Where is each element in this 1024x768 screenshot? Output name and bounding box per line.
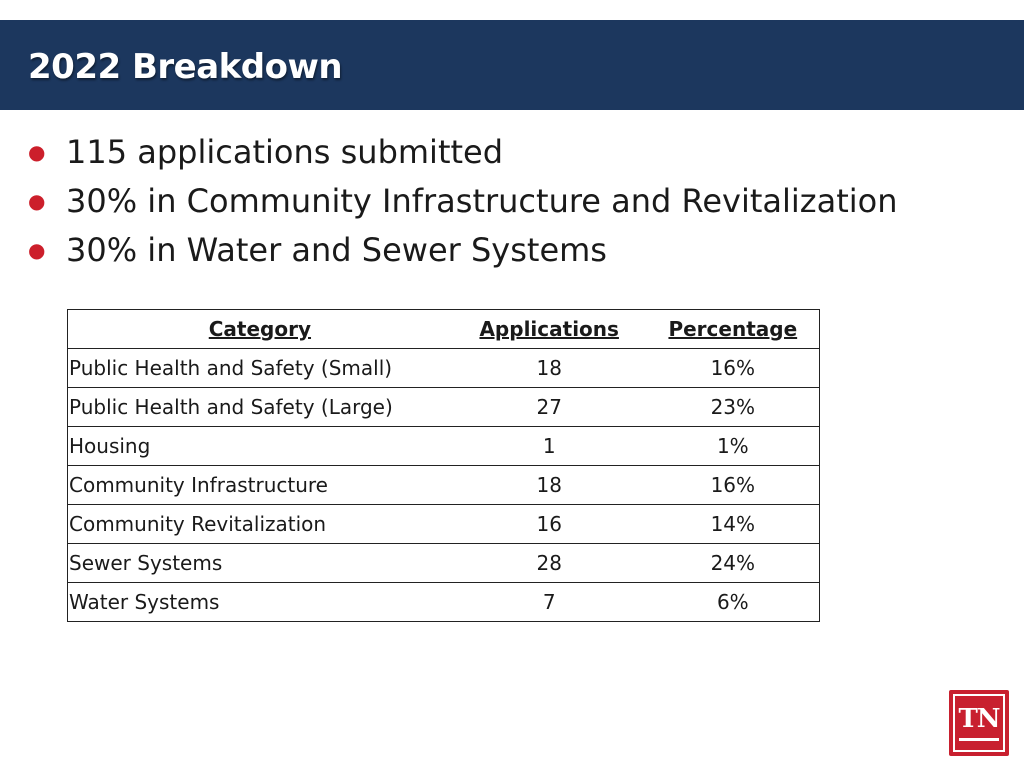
table-row [68,427,820,466]
title-bar [0,20,1024,110]
bullet-dot-icon: ● [28,238,46,262]
tn-logo [949,690,1009,756]
logo-underline [959,738,999,741]
cell-applications: 16 [452,505,647,544]
cell-applications: 1 [452,427,647,466]
header-applications: Applications [452,310,647,349]
bullet-item [28,226,897,275]
cell-percentage: 24% [647,544,820,583]
bullet-dot-icon: ● [28,140,46,164]
table-row [68,349,820,388]
table-row [68,466,820,505]
cell-applications: 18 [452,349,647,388]
table-header-row [68,310,820,349]
cell-applications: 7 [452,583,647,622]
table-row [68,388,820,427]
cell-category: Community Infrastructure [68,466,452,505]
bullet-item [28,177,897,226]
cell-percentage: 14% [647,505,820,544]
cell-percentage: 6% [647,583,820,622]
logo-text: TN [958,704,1000,734]
header-category: Category [68,310,452,349]
slide-title: 2022 Breakdown [28,47,343,87]
cell-category: Public Health and Safety (Small) [68,349,452,388]
header-percentage: Percentage [647,310,820,349]
category-table [67,309,820,622]
bullet-text: 30% in Water and Sewer Systems [66,231,607,269]
cell-category: Sewer Systems [68,544,452,583]
bullet-text: 30% in Community Infrastructure and Revitalization [66,182,898,220]
cell-category: Water Systems [68,583,452,622]
cell-percentage: 16% [647,466,820,505]
cell-percentage: 16% [647,349,820,388]
table-row [68,583,820,622]
cell-category: Housing [68,427,452,466]
bullet-text: 115 applications submitted [66,133,504,171]
table-row [68,544,820,583]
cell-applications: 28 [452,544,647,583]
table-row [68,505,820,544]
cell-percentage: 1% [647,427,820,466]
cell-applications: 27 [452,388,647,427]
cell-percentage: 23% [647,388,820,427]
bullet-item [28,128,897,177]
bullet-dot-icon: ● [28,189,46,213]
bullet-list [28,128,897,275]
cell-applications: 18 [452,466,647,505]
cell-category: Public Health and Safety (Large) [68,388,452,427]
cell-category: Community Revitalization [68,505,452,544]
